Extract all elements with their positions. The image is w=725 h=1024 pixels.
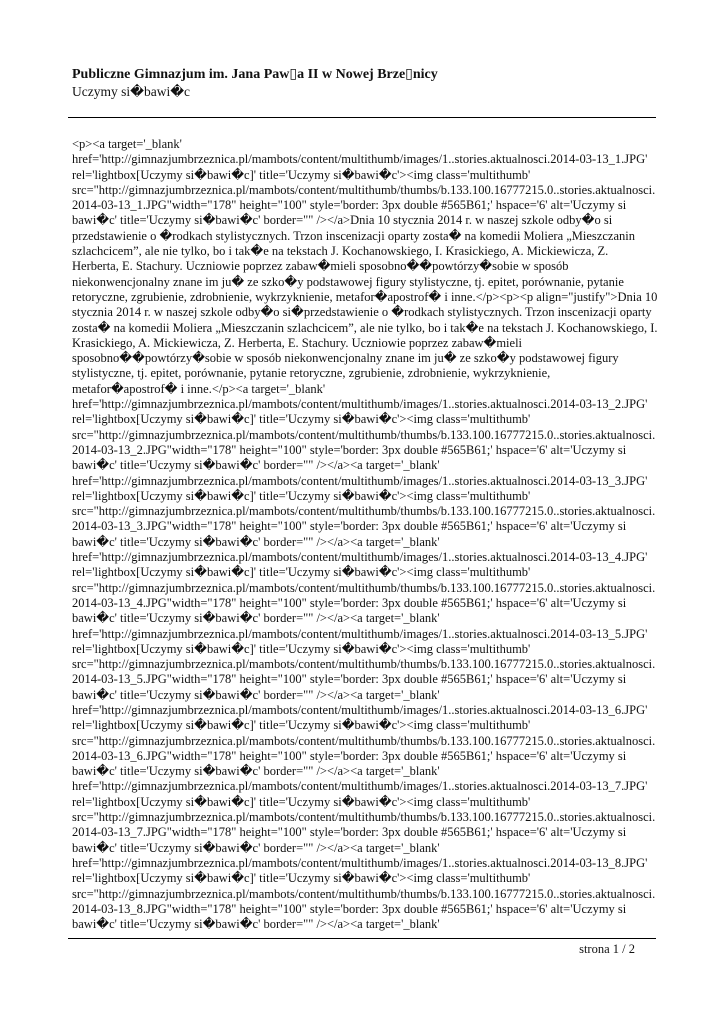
article-body — [72, 137, 658, 932]
document-title: Publiczne Gimnazjum im. Jana Paw▯a II w Nowej Brze▯nicy — [72, 67, 438, 82]
document-header — [72, 66, 662, 100]
article-raw-text: <p><a target='_blank' href='http://gimnazjumbrzeznica.pl/mambots/content/multithumb/images/1..stories.aktualnosci.2014-03-13_1.JPG' rel='lightbox[Uczymy si�bawi�c]' title='Uczymy si�bawi�c'><img class='multithumb' src="http://gimnazjumbrzeznica.pl/mambots/content/multithumb/thumbs/b.133.100.16777215.0..stories.aktualnosci.2014-03-13_1.JPG"width="178" height="100" style='border: 3px double #565B61;' hspace='6' alt='Uczymy si bawi�c' title='Uczymy si�bawi�c' border="" /></a>Dnia 10 stycznia 2014 r. w naszej szkole odby�o si przedstawienie o �rodkach stylistycznych. Trzon inscenizacji oparty zosta� na komedii Moliera „Mieszczanin szlachcicem”, ale nie tylko, bo i tak�e na tekstach J. Kochanowskiego, I. Krasickiego, A. Mickiewicza, Z. Herberta, E. Stachury. Uczniowie poprzez zabaw�mieli sposobno��powtórzy�sobie w sposób niekonwencjonalny znane im ju� ze szko�y podstawowej figury stylistyczne, tj. epitet, porównanie, pytanie retoryczne, zgrubienie, zdrobnienie, wykrzyknienie, metafor�apostrof� i inne.</p><p><p align="justify">Dnia 10 stycznia 2014 r. w naszej szkole odby�o si�przedstawienie o �rodkach stylistycznych. Trzon inscenizacji oparty zosta� na komedii Moliera „Mieszczanin szlachcicem”, ale nie tylko, bo i tak�e na tekstach J. Kochanowskiego, I. Krasickiego, A. Mickiewicza, Z. Herberta, E. Stachury. Uczniowie poprzez zabaw�mieli sposobno��powtórzy�sobie w sposób niekonwencjonalny znane im ju� ze szko�y podstawowej figury stylistyczne, tj. epitet, porównanie, pytanie retoryczne, zgrubienie, zdrobnienie, wykrzyknienie, metafor�apostrof� i inne.</p><a target='_blank' href='http://gimnazjumbrzeznica.pl/mambots/content/multithumb/images/1..stories.aktualnosci.2014-03-13_2.JPG' rel='lightbox[Uczymy si�bawi�c]' title='Uczymy si�bawi�c'><img class='multithumb' src="http://gimnazjumbrzeznica.pl/mambots/content/multithumb/thumbs/b.133.100.16777215.0..stories.aktualnosci.2014-03-13_2.JPG"width="178" height="100" style='border: 3px double #565B61;' hspace='6' alt='Uczymy si bawi�c' title='Uczymy si�bawi�c' border="" /></a><a target='_blank' href='http://gimnazjumbrzeznica.pl/mambots/content/multithumb/images/1..stories.aktualnosci.2014-03-13_3.JPG' rel='lightbox[Uczymy si�bawi�c]' title='Uczymy si�bawi�c'><img class='multithumb' src="http://gimnazjumbrzeznica.pl/mambots/content/multithumb/thumbs/b.133.100.16777215.0..stories.aktualnosci.2014-03-13_3.JPG"width="178" height="100" style='border: 3px double #565B61;' hspace='6' alt='Uczymy si bawi�c' title='Uczymy si�bawi�c' border="" /></a><a target='_blank' href='http://gimnazjumbrzeznica.pl/mambots/content/multithumb/images/1..stories.aktualnosci.2014-03-13_4.JPG' rel='lightbox[Uczymy si�bawi�c]' title='Uczymy si�bawi�c'><img class='multithumb' src="http://gimnazjumbrzeznica.pl/mambots/content/multithumb/thumbs/b.133.100.16777215.0..stories.aktualnosci.2014-03-13_4.JPG"width="178" height="100" style='border: 3px double #565B61;' hspace='6' alt='Uczymy si bawi�c' title='Uczymy si�bawi�c' border="" /></a><a target='_blank' href='http://gimnazjumbrzeznica.pl/mambots/content/multithumb/images/1..stories.aktualnosci.2014-03-13_5.JPG' rel='lightbox[Uczymy si�bawi�c]' title='Uczymy si�bawi�c'><img class='multithumb' src="http://gimnazjumbrzeznica.pl/mambots/content/multithumb/thumbs/b.133.100.16777215.0..stories.aktualnosci.2014-03-13_5.JPG"width="178" height="100" style='border: 3px double #565B61;' hspace='6' alt='Uczymy si bawi�c' title='Uczymy si�bawi�c' border="" /></a><a target='_blank' href='http://gimnazjumbrzeznica.pl/mambots/content/multithumb/images/1..stories.aktualnosci.2014-03-13_6.JPG' rel='lightbox[Uczymy si�bawi�c]' title='Uczymy si�bawi�c'><img class='multithumb' src="http://gimnazjumbrzeznica.pl/mambots/content/multithumb/thumbs/b.133.100.16777215.0..stories.aktualnosci.2014-03-13_6.JPG"width="178" height="100" style='border: 3px double #565B61;' hspace='6' alt='Uczymy si bawi�c' title='Uczymy si�bawi�c' border="" /></a><a target='_blank' href='http://gimnazjumbrzeznica.pl/mambots/content/multithumb/images/1..stories.aktualnosci.2014-03-13_7.JPG' rel='lightbox[Uczymy si�bawi�c]' title='Uczymy si�bawi�c'><img class='multithumb' src="http://gimnazjumbrzeznica.pl/mambots/content/multithumb/thumbs/b.133.100.16777215.0..stories.aktualnosci.2014-03-13_7.JPG"width="178" height="100" style='border: 3px double #565B61;' hspace='6' alt='Uczymy si bawi�c' title='Uczymy si�bawi�c' border="" /></a><a target='_blank' href='http://gimnazjumbrzeznica.pl/mambots/content/multithumb/images/1..stories.aktualnosci.2014-03-13_8.JPG' rel='lightbox[Uczymy si�bawi�c]' title='Uczymy si�bawi�c'><img class='multithumb' src="http://gimnazjumbrzeznica.pl/mambots/content/multithumb/thumbs/b.133.100.16777215.0..stories.aktualnosci.2014-03-13_8.JPG"width="178" height="100" style='border: 3px double #565B61;' hspace='6' alt='Uczymy si bawi�c' title='Uczymy si�bawi�c' border="" /></a><a target='_blank' — [72, 137, 658, 932]
footer-divider — [68, 938, 656, 939]
document-subtitle: Uczymy si�bawi�c — [72, 84, 191, 99]
header-divider — [68, 117, 656, 118]
page-number: strona 1 / 2 — [579, 942, 635, 956]
